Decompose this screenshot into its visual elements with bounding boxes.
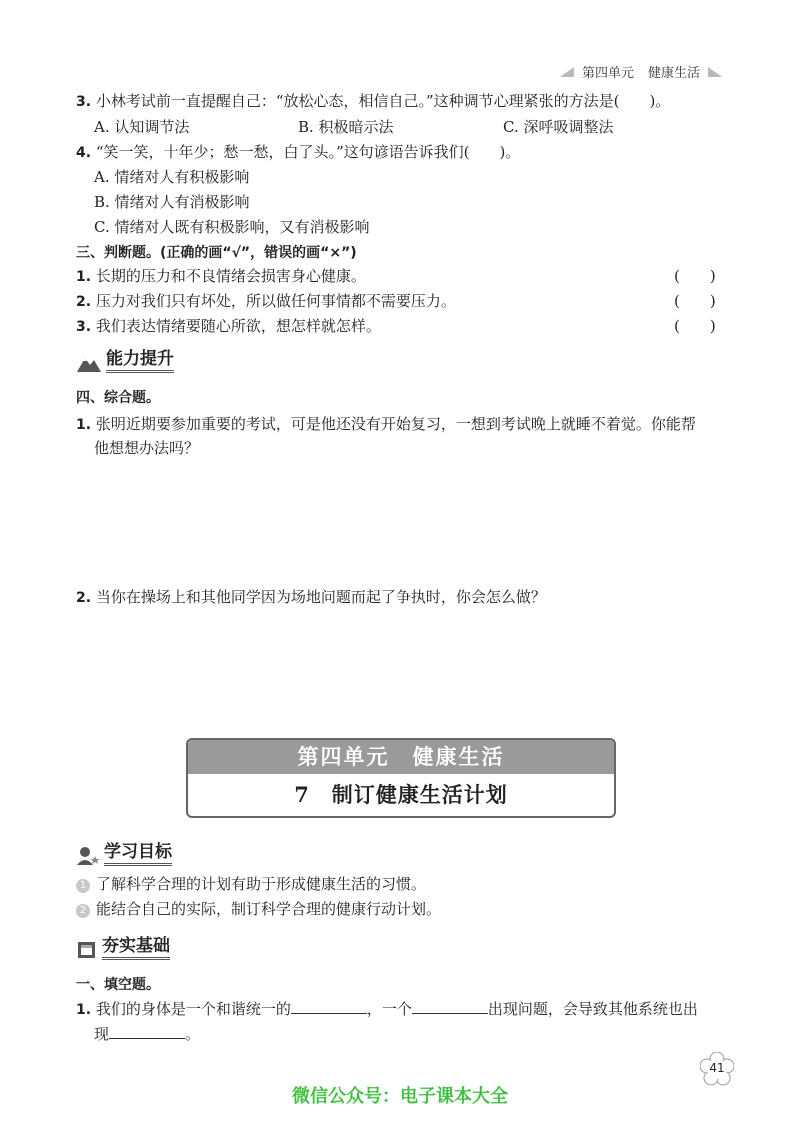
left-triangle-icon <box>560 67 574 77</box>
q3-option-b: B. 积极暗示法 <box>298 118 394 136</box>
goals-tag <box>76 842 172 866</box>
goal-number-badge: 1 <box>76 879 90 893</box>
blank-2[interactable] <box>412 997 488 1014</box>
q4-option-b: B. 情绪对人有消极影响 <box>94 193 250 211</box>
composite-heading: 四、综合题。 <box>76 390 160 406</box>
judge-item-1: 1. 长期的压力和不良情绪会损害身心健康。 <box>76 267 366 285</box>
unit-heading: 第四单元 健康生活 <box>188 740 614 774</box>
judge-heading: 三、判断题。(正确的画“√”，错误的画“×”) <box>76 245 357 261</box>
goal-item-1: 1 了解科学合理的计划有助于形成健康生活的习惯。 <box>76 873 426 895</box>
watermark-text: 微信公众号：电子课本大全 <box>292 1086 508 1107</box>
judge-item-2: 2. 压力对我们只有坏处，所以做任何事情都不需要压力。 <box>76 292 456 310</box>
judge-answer-1[interactable]: ( ) <box>674 267 716 285</box>
composite-question-1: 1. 张明近期要参加重要的考试，可是他还没有开始复习，一想到考试晚上就睡不着觉。你能帮 <box>76 415 696 433</box>
header-title: 健康生活 <box>647 66 700 81</box>
unit-title-box <box>186 738 616 818</box>
basics-label: 夯实基础 <box>102 936 170 960</box>
composite-question-1-line2: 他想想办法吗？ <box>94 439 200 457</box>
basics-tag <box>76 936 170 960</box>
choice-question-3: 3. 小林考试前一直提醒自己：“放松心态，相信自己。”这种调节心理紧张的方法是( )。 <box>76 92 671 110</box>
judge-answer-3[interactable]: ( ) <box>674 317 716 335</box>
page-number: 41 <box>709 1061 725 1075</box>
blank-1[interactable] <box>291 997 367 1014</box>
page-number-badge <box>700 1052 734 1086</box>
lesson-title: 7 制订健康生活计划 <box>294 782 508 807</box>
fill-heading: 一、填空题。 <box>76 977 160 993</box>
blank-3[interactable] <box>109 1022 185 1039</box>
ability-label: 能力提升 <box>106 349 174 373</box>
goal-item-2: 2 能结合自己的实际，制订科学合理的健康行动计划。 <box>76 898 441 920</box>
q3-option-c: C. 深呼吸调整法 <box>503 118 614 136</box>
fill-question-1: 1. 我们的身体是一个和谐统一的 ，一个 出现问题，会导致其他系统也出 <box>76 997 698 1021</box>
running-header <box>560 62 722 81</box>
ability-tag <box>76 349 174 373</box>
judge-item-3: 3. 我们表达情绪要随心所欲，想怎样就怎样。 <box>76 317 381 335</box>
goals-label: 学习目标 <box>104 842 172 866</box>
q4-option-c: C. 情绪对人既有积极影响，又有消极影响 <box>94 218 370 236</box>
fill-question-1-line2: 现 。 <box>94 1022 200 1045</box>
person-icon <box>76 846 100 866</box>
header-unit: 第四单元 <box>581 66 634 81</box>
goal-number-badge: 2 <box>76 904 90 918</box>
composite-question-2: 2. 当你在操场上和其他同学因为场地问题而起了争执时，你会怎么做？ <box>76 588 546 606</box>
book-icon <box>76 940 98 960</box>
mountain-icon <box>76 353 102 373</box>
q4-option-a: A. 情绪对人有积极影响 <box>94 168 250 186</box>
judge-answer-2[interactable]: ( ) <box>674 292 716 310</box>
choice-question-4: 4. “笑一笑，十年少；愁一愁，白了头。”这句谚语告诉我们( )。 <box>76 143 521 161</box>
right-triangle-icon <box>708 67 722 77</box>
q3-option-a: A. 认知调节法 <box>94 118 190 136</box>
